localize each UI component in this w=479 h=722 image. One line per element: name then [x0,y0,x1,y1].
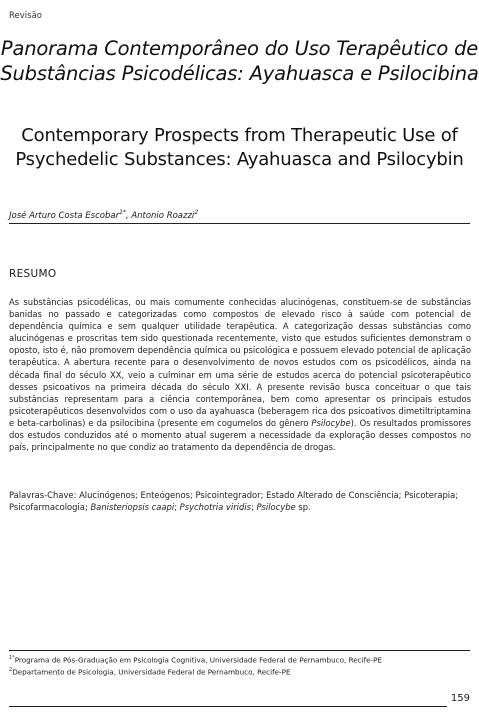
keywords [9,489,471,513]
keywords-italic-part: Banisteriopsis caapi [90,502,175,513]
author-name: José Arturo Costa Escobar [9,210,120,221]
footnote-mark: 1* [9,655,15,661]
footnote-text: Programa de Pós-Graduação em Psicologia Cognitiva, Universidade Federal de Pernambuco, Recife-PE [14,655,383,665]
footnote-divider [9,650,470,651]
author-affiliation-mark: 2 [194,209,199,216]
section-label: Revisão [9,11,42,21]
author-list [9,209,198,221]
abstract-text [9,296,471,453]
footnotes [9,653,470,678]
abstract-heading: RESUMO [9,268,57,280]
abstract-text-italic-part: Psilocybe [311,417,351,428]
title-english [0,124,479,172]
title-english-line-2: Psychedelic Substances: Ayahuasca and Psilocybin [15,149,464,170]
page-number: 159 [450,693,470,704]
page-number-rule [9,706,447,707]
authors-divider [9,223,470,224]
title-portuguese-line-1: Panorama Contemporâneo do Uso Terapêutico de [0,37,479,60]
author-affiliation-mark: 1* [119,209,126,216]
keywords-italic-part: Psychotria viridis [179,502,251,513]
keywords-part: sp. [295,502,311,513]
keywords-part: Alucinógenos; Enteógenos; Psicointegrador; Estado Alterado de Consciência; Psicoterapia; Psicofarmacologia; [9,490,459,513]
footnote-text: Departamento de Psicologia, Universidade Federal de Pernambuco, Recife-PE [12,667,291,677]
keywords-italic-part: Psilocybe [256,502,296,513]
abstract-text-part: ). Os resultados promissores dos estudos conduzidos até o momento atual sugerem a necessidade da exploração desses compostos no país, principalmente no que condiz ao tratamento da dependência de drogas. [9,417,472,453]
title-portuguese [0,36,479,86]
footnote [9,653,470,665]
title-english-line-1: Contemporary Prospects from Therapeutic Use of [21,125,458,146]
author-name: Antonio Roazzi [131,210,195,221]
footnote-mark: 2 [9,667,13,674]
footnote [9,665,470,677]
keywords-part: ; [174,502,180,513]
author-separator: , [125,210,132,221]
abstract-text-part: As substâncias psicodélicas, ou mais comumente conhecidas alucinógenas, constituem-se de substâncias banidas no passado e categorizadas como compostos de elevado risco à saúde com potencial de dependência química e sem qualquer utilidade terapêutica. A categorização dessas substâncias como alucinógenas e proscritas tem sido questionada recentemente, visto que estudos suficientes demonstram o oposto, isto é, não promovem dependência química ou psicológica e possuem elevado potencial de aplicação terapêutica. A abertura recente para o desenvolvimento de novos estudos com os psicodélicos, ainda na década final do século XX, veio a culminar em uma série de estudos acerca do potencial psicoterapêutico desses psicoativos na primeira década do século XXI. A presente revisão busca conceituar o que tais substâncias representam para a ciência contemporânea, bem como apresentar os principais estudos psicoterapêuticos desenvolvidos com o uso da ayahuasca (beberagem rica dos psicoativos dimetiltriptamina e beta-carbolinas) e da psilocibina (presente em cogumelos do gênero [9,297,471,428]
keywords-label: Palavras-Chave: [9,490,77,500]
title-portuguese-line-2: Substâncias Psicodélicas: Ayahuasca e Psilocibina [0,62,479,85]
keywords-part: ; [251,502,257,513]
